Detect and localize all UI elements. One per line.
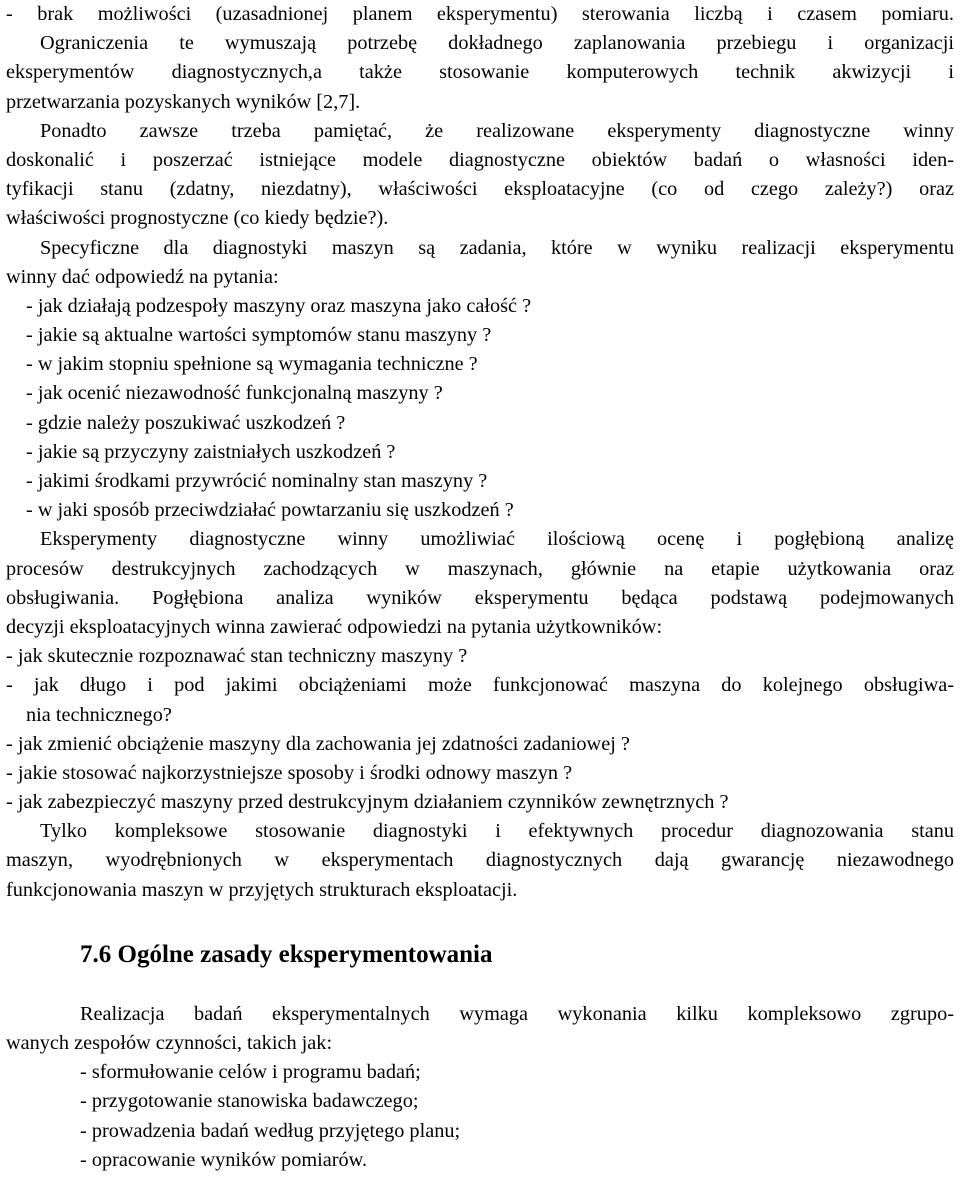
list-item: - w jaki sposób przeciwdziałać powtarzaniu się uszkodzeń ?	[26, 499, 514, 522]
list-item: - jakimi środkami przywrócić nominalny stan maszyny ?	[26, 470, 488, 492]
text-line: eksperymentów diagnostycznych,a także stosowanie komputerowych technik akwizycji i	[6, 61, 954, 84]
list-item: - jak ocenić niezawodność funkcjonalną maszyny ?	[26, 382, 443, 405]
spacer	[6, 975, 954, 1000]
text-line: wanych zespołów czynności, takich jak:	[6, 1032, 333, 1054]
list-item: - opracowanie wyników pomiarów.	[80, 1148, 368, 1171]
text-line: Specyficzne dla diagnostyki maszyn są zadania, które w wyniku realizacji eksperymentu	[40, 236, 954, 259]
text-line: Ponadto zawsze trzeba pamiętać, że realizowane eksperymenty diagnostyczne winny	[40, 119, 954, 142]
text-line: Eksperymenty diagnostyczne winny umożliwiać ilościową ocenę i pogłębioną analizę	[40, 528, 954, 551]
document-page	[6, 0, 954, 1175]
list-item: - przygotowanie stanowiska badawczego;	[80, 1090, 419, 1113]
text-line: maszyn, wyodrębnionych w eksperymentach diagnostycznych dają gwarancję niezawodnego	[6, 849, 954, 872]
text-line: decyzji eksploatacyjnych winna zawierać odpowiedzi na pytania użytkowników:	[6, 615, 663, 638]
list-item: - jakie są przyczyny zaistniałych uszkodzeń ?	[26, 440, 396, 463]
list-item: nia technicznego?	[26, 703, 172, 726]
spacer	[6, 905, 954, 935]
text-line: Tylko kompleksowe stosowanie diagnostyki i efektywnych procedur diagnozowania stanu	[40, 820, 954, 843]
text-line: - brak możliwości (uzasadnionej planem eksperymentu) sterowania liczbą i czasem pomiaru.	[6, 3, 954, 25]
list-item: - jakie są aktualne wartości symptomów stanu maszyny ?	[26, 324, 492, 347]
text-line: winny dać odpowiedź na pytania:	[6, 265, 279, 288]
list-item: - sformułowanie celów i programu badań;	[80, 1061, 421, 1084]
section-heading: 7.6 Ogólne zasady eksperymentowania	[80, 940, 493, 968]
list-item: - prowadzenia badań według przyjętego planu;	[80, 1119, 461, 1142]
text-line: procesów destrukcyjnych zachodzących w maszynach, głównie na etapie użytkowania oraz	[6, 557, 954, 580]
list-item: - gdzie należy poszukiwać uszkodzeń ?	[26, 411, 346, 434]
text-line: Realizacja badań eksperymentalnych wymaga wykonania kilku kompleksowo zgrupo-	[80, 1002, 954, 1025]
list-item: - w jakim stopniu spełnione są wymagania techniczne ?	[26, 353, 478, 376]
list-item: - jak skutecznie rozpoznawać stan techniczny maszyny ?	[6, 645, 468, 668]
list-item: - jak zmienić obciążenie maszyny dla zachowania jej zdatności zadaniowej ?	[6, 732, 630, 755]
text-line: tyfikacji stanu (zdatny, niezdatny), właściwości eksploatacyjne (co od czego zależy?) oraz	[6, 178, 954, 201]
text-line: przetwarzania pozyskanych wyników [2,7].	[6, 90, 361, 113]
text-line: Ograniczenia te wymuszają potrzebę dokładnego zaplanowania przebiegu i organizacji	[40, 32, 954, 55]
list-item: - jakie stosować najkorzystniejsze sposoby i środki odnowy maszyn ?	[6, 761, 573, 784]
list-item: - jak zabezpieczyć maszyny przed destrukcyjnym działaniem czynników zewnętrznych ?	[6, 791, 729, 814]
text-line: właściwości prognostyczne (co kiedy będzie?).	[6, 207, 389, 230]
text-line: doskonalić i poszerzać istniejące modele diagnostyczne obiektów badań o własności iden-	[6, 148, 954, 171]
text-line: obsługiwania. Pogłębiona analiza wyników eksperymentu będąca podstawą podejmowanych	[6, 586, 954, 609]
list-item: - jak długo i pod jakimi obciążeniami może funkcjonować maszyna do kolejnego obsługiwa-	[6, 674, 954, 697]
list-item: - jak działają podzespoły maszyny oraz maszyna jako całość ?	[26, 294, 532, 317]
text-line: funkcjonowania maszyn w przyjętych strukturach eksploatacji.	[6, 878, 518, 901]
